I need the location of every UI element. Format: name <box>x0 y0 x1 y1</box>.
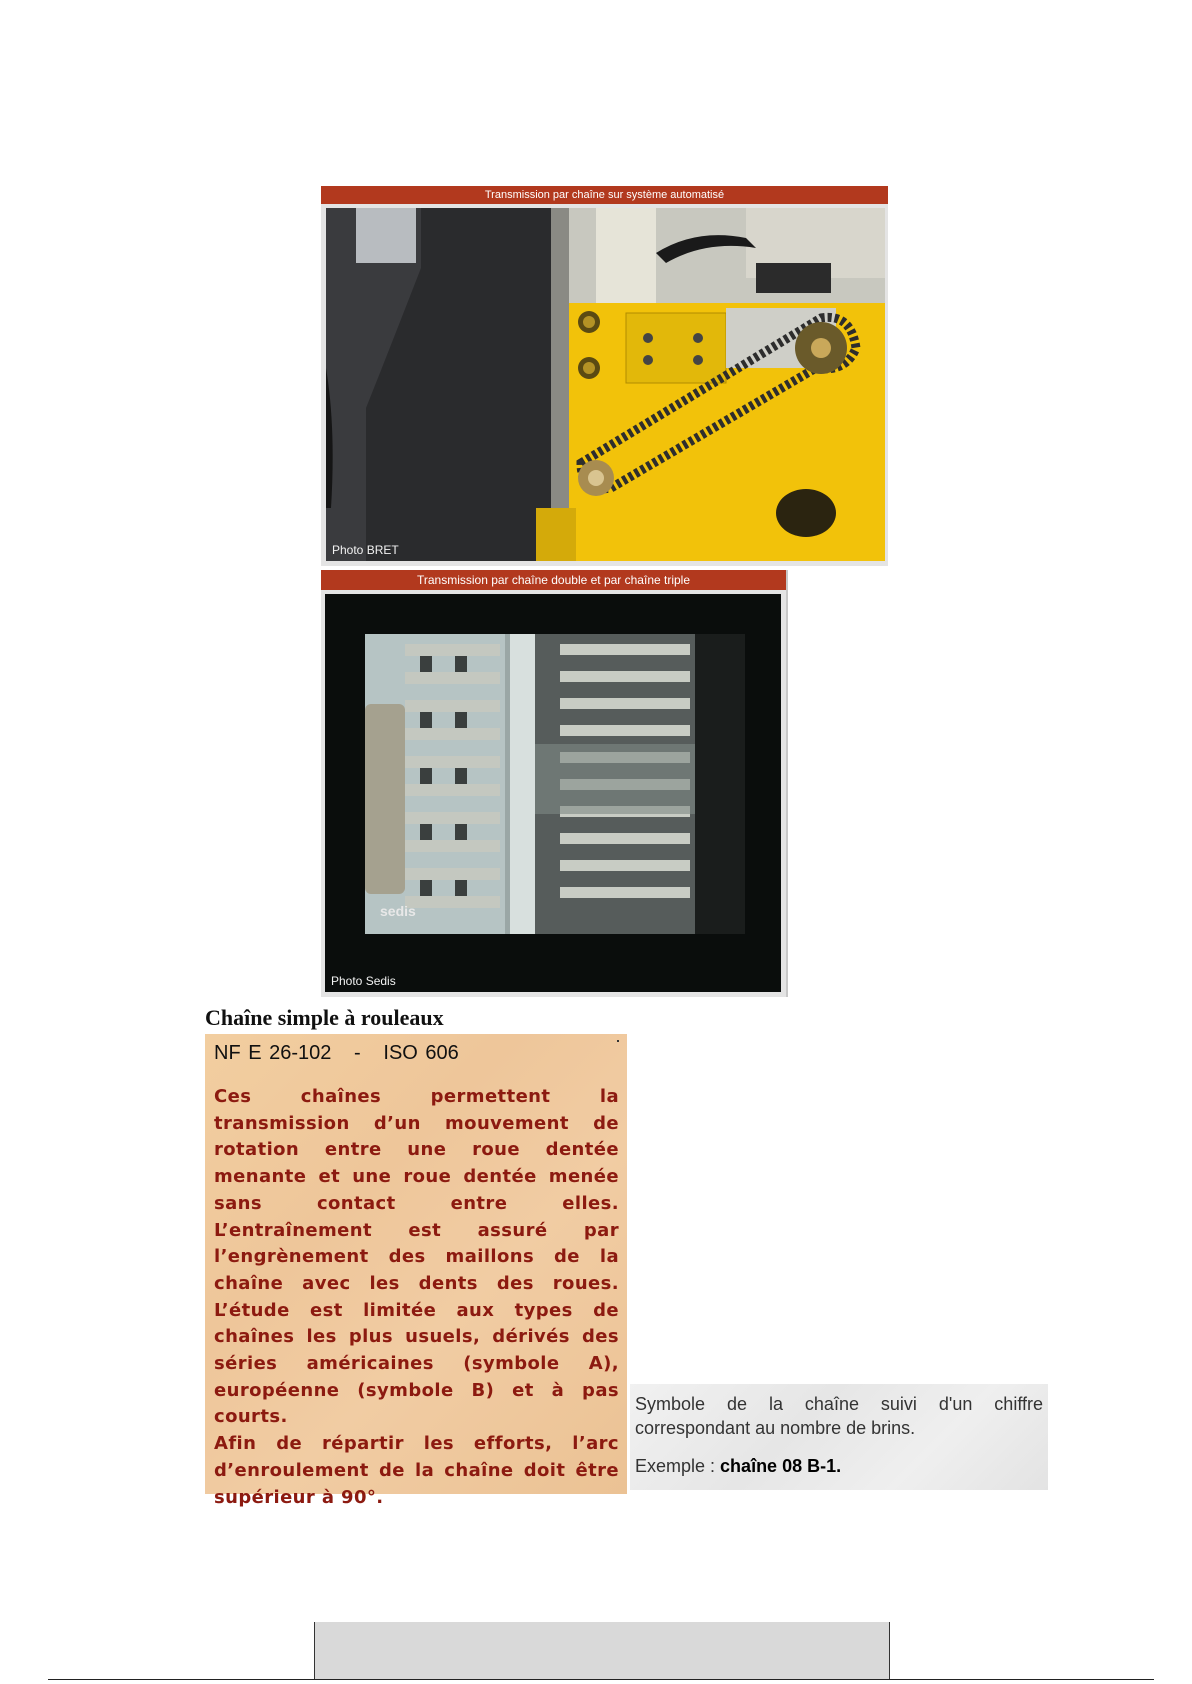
photo-credit: Photo Sedis <box>331 974 396 988</box>
figure-automated-system <box>321 186 888 566</box>
footer-rule <box>48 1679 1154 1680</box>
example-label: Exemple : <box>635 1456 721 1476</box>
paragraph: Afin de répartir les efforts, l’arc d’enroulement de la chaîne doit être supérieur à 90°. <box>214 1433 619 1508</box>
symbol-explanation: Symbole de la chaîne suivi d'un chiffre correspondant au nombre de brins. <box>635 1394 1043 1438</box>
photo-illustration <box>325 594 781 992</box>
photo-automated-chain-drive <box>326 208 885 561</box>
figure-caption: Transmission par chaîne sur système automatisé <box>321 186 888 204</box>
svg-text:sedis: sedis <box>380 903 416 919</box>
photo-illustration <box>326 208 885 561</box>
footer-box <box>314 1622 890 1679</box>
description-text <box>214 1084 619 1511</box>
standard-references: NF E 26-102 - ISO 606 <box>214 1042 459 1064</box>
photo-double-triple-chain <box>325 594 781 992</box>
figure-double-triple-chain <box>321 570 788 997</box>
description-box <box>205 1034 627 1508</box>
section-heading: Chaîne simple à rouleaux <box>205 1005 444 1030</box>
figure-caption: Transmission par chaîne double et par chaîne triple <box>321 570 786 590</box>
paragraph: Ces chaînes permettent la transmission d’un mouvement de rotation entre une roue dentée menante et une roue dentée menée sans contact entre elles. L’entraînement est assuré par l’engrènement des maillons de la chaîne avec les dents des roues. L’étude est limitée aux types de chaînes les plus usuels, dérivés des séries américaines (symbole A), européenne (symbole B) et à pas courts. <box>214 1086 619 1428</box>
photo-credit: Photo BRET <box>332 543 399 557</box>
symbol-box <box>630 1384 1048 1490</box>
example-line <box>635 1456 841 1477</box>
example-value: chaîne 08 B-1. <box>720 1456 842 1476</box>
speck <box>617 1040 619 1042</box>
